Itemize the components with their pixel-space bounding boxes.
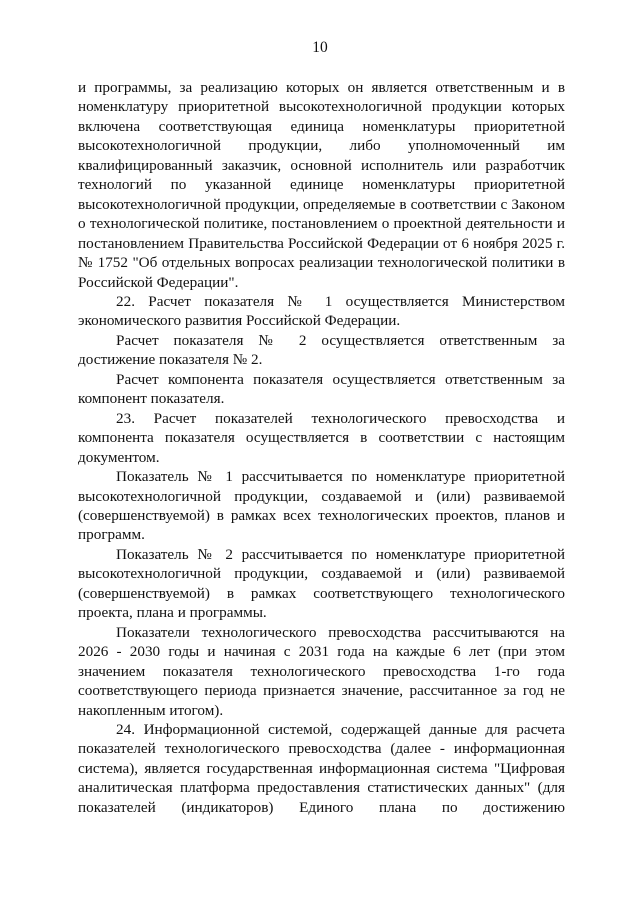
paragraph-calculation-period: Показатели технологического превосходства рассчитываются на 2026 - 2030 годы и начиная с 2031 года на каждые 6 лет (при этом значением показателя технологического превосходства 1-го года соответствующего периода признается значение, рассчитанное за год не накопленным итогом). [78,623,565,719]
paragraph-item-24: 24. Информационной системой, содержащей данные для расчета показателей технологического превосходства (далее - информационная система), является государственная информационная система "Цифровая аналитическая платформа предоставления статистических данных" (для показателей (индикаторов) Единого плана по достижению [78,720,565,816]
paragraph-indicator-2-basis: Показатель № 2 рассчитывается по номенклатуре приоритетной высокотехнологичной продукции, создаваемой и (или) развиваемой (совершенствуемой) в рамках соответствующего технологического проекта, плана и программы. [78,545,565,622]
document-body [78,78,565,817]
paragraph-indicator-1-basis: Показатель № 1 рассчитывается по номенклатуре приоритетной высокотехнологичной продукции, создаваемой и (или) развиваемой (совершенствуемой) в рамках всех технологических проектов, планов и программ. [78,468,565,544]
paragraph-component-calculation: Расчет компонента показателя осуществляется ответственным за компонент показателя. [78,370,565,408]
paragraph-item-23: 23. Расчет показателей технологического превосходства и компонента показателя осуществляется в соответствии с настоящим документом. [78,409,565,466]
paragraph-indicator-2-calculation: Расчет показателя № 2 осуществляется ответственным за достижение показателя № 2. [78,331,565,369]
paragraph-item-22: 22. Расчет показателя № 1 осуществляется Министерством экономического развития Российской Федерации. [78,292,565,330]
page-number: 10 [312,39,328,56]
paragraph-continuation: и программы, за реализацию которых он является ответственным и в номенклатуру приоритетной высокотехнологичной продукции которых включена соответствующая единица номенклатуры приоритетной высокотехнологичной продукции, либо уполномоченный им квалифицированный заказчик, основной исполнитель или разработчик технологий по указанной единице номенклатуры приоритетной высокотехнологичной продукции, определяемые в соответствии с Законом о технологической политике, постановлением о проектной деятельности и постановлением Правительства Российской Федерации от 6 ноября 2025 г. № 1752 "Об отдельных вопросах реализации технологической политики в Российской Федерации". [78,79,565,291]
